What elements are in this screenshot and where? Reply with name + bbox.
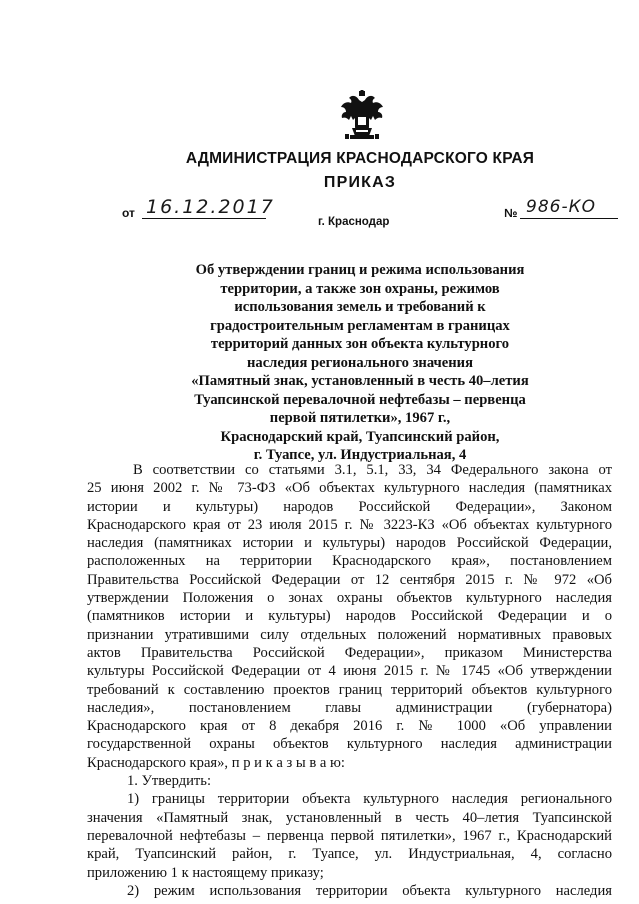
list-item: 2) режим использования территории объекта культурного наследия [127,882,612,899]
body-line: расположенных на территории Краснодарского края», постановлением [87,553,612,570]
title-line: территорий данных зон объекта культурного [210,336,510,352]
title-line: использования земель и требований к [234,299,486,315]
body-line: актов Правительства Российской Федерации», приказом Министерства [87,644,612,661]
organization-name: АДМИНИСТРАЦИЯ КРАСНОДАРСКОГО КРАЯ [185,150,535,167]
body-line: край, Туапсинский район, г. Туапсе, ул. Индустриальная, 4, согласно [87,846,612,863]
title-line: Краснодарский край, Туапсинский район, [220,428,500,445]
title-line: «Памятный знак, установленный в честь 40–летия [191,373,529,389]
body-line: Краснодарского края от 23 июля 2015 г. № 3223-КЗ «Об объектах культурного [87,516,612,533]
title-line: первой пятилетки», 1967 г., [269,410,451,426]
body-line: признании утратившими силу отдельных положений нормативных правовых [87,626,612,643]
title-line: Об утверждении границ и режима использования [195,262,525,278]
document-date: 16.12.2017 [142,196,266,219]
body-line: перевалочной нефтебазы – первенца первой пятилетки», 1967 г., Краснодарский [87,827,612,844]
title-line: градостроительным регламентам в границах [210,317,510,334]
body-line: государственной охраны объектов культурного наследия администрации [87,736,612,753]
body-line: Краснодарского края от 8 декабря 2016 г. № 1000 «Об управлении [87,718,612,735]
title-line: г. Туапсе, ул. Индустриальная, 4 [253,447,467,463]
document-type: ПРИКАЗ [323,174,397,191]
body-line: Правительства Российской Федерации от 12 сентября 2015 г. № 972 «Об [87,571,612,588]
date-prefix: от [122,206,135,220]
body-line: (памятников истории и культуры) народов Российской Федерации и о [87,608,612,625]
body-line: истории и культуры) народов Российской Федерации», Законом [87,498,612,515]
body-line: наследия», постановлением главы администрации (губернатора) [87,699,612,716]
body-line: Краснодарского края», п р и к а з ы в а ю: [87,754,345,771]
body-line: культуры Российской Федерации от 4 июня 2015 г. № 1745 «Об утверждении [87,663,612,680]
body-line: требований к составлению проектов границ территорий объектов культурного [87,681,612,698]
body-line: 25 июня 2002 г. № 73-ФЗ «Об объектах культурного наследия (памятниках [87,480,612,497]
date-number-row [122,198,612,234]
body-line: приложению 1 к настоящему приказу; [87,864,324,881]
body-line: утверждении Положения о зонах охраны объектов культурного наследия [87,590,612,607]
list-item: 1. Утвердить: [127,773,212,790]
title-line: наследия регионального значения [247,354,473,371]
document-title [150,261,570,465]
document-body [87,461,612,900]
list-item: 1) границы территории объекта культурного наследия регионального [127,791,612,808]
title-line: территории, а также зон охраны, режимов [220,280,500,297]
city-name: г. Краснодар [318,216,390,228]
body-line: значения «Памятный знак, установленный в честь 40–летия Туапсинской [87,809,612,826]
body-line: В соответствии со статьями 3.1, 5.1, 33, 34 Федерального закона от [133,462,612,478]
title-line: Туапсинской перевалочной нефтебазы – первенца [194,391,526,408]
document-number: 986-КО [520,196,618,219]
coat-of-arms-emblem [340,90,384,140]
number-prefix: № [504,206,518,220]
body-line: наследия (памятниках истории и культуры) народов Российской Федерации, [87,535,612,552]
